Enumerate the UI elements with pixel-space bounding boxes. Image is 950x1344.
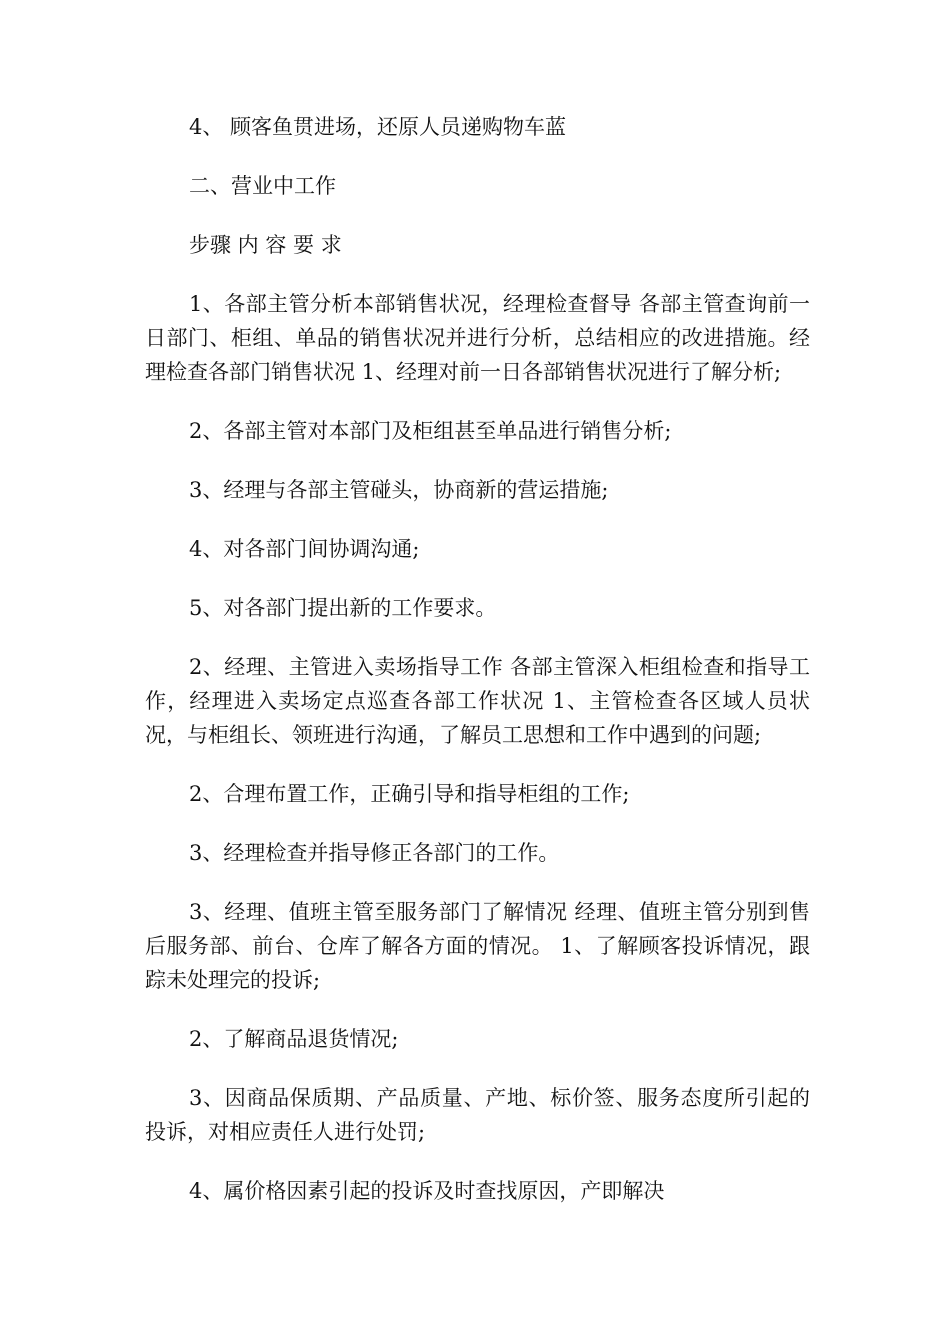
paragraph: 3、经理与各部主管碰头，协商新的营运措施; — [189, 478, 609, 502]
paragraph: 2、经理、主管进入卖场指导工作 各部主管深入柜组检查和指导工作，经理进入卖场定点巡查各部工作状况 1、主管检查各区域人员状况，与柜组长、领班进行沟通，了解员工思想和工作中遇到的问题; — [145, 655, 810, 747]
paragraph: 4、 顾客鱼贯进场，还原人员递购物车蓝 — [189, 115, 567, 139]
paragraph: 3、因商品保质期、产品质量、产地、标价签、服务态度所引起的投诉，对相应责任人进行处罚; — [145, 1086, 810, 1144]
table-header-line: 步骤 内 容 要 求 — [189, 233, 342, 257]
paragraph: 2、各部主管对本部门及柜组甚至单品进行销售分析; — [189, 419, 672, 443]
paragraph: 3、经理、值班主管至服务部门了解情况 经理、值班主管分别到售后服务部、前台、仓库了解各方面的情况。 1、了解顾客投诉情况，跟踪未处理完的投诉; — [145, 900, 810, 992]
paragraph: 2、了解商品退货情况; — [189, 1027, 399, 1051]
paragraph: 3、经理检查并指导修正各部门的工作。 — [189, 841, 560, 865]
document-body — [145, 110, 810, 1233]
section-heading: 二、营业中工作 — [189, 174, 336, 198]
paragraph: 5、对各部门提出新的工作要求。 — [189, 596, 497, 620]
paragraph: 1、各部主管分析本部销售状况，经理检查督导 各部主管查询前一日部门、柜组、单品的销售状况并进行分析，总结相应的改进措施。经理检查各部门销售状况 1、经理对前一日各部销售状况进行了解分析; — [145, 292, 810, 384]
paragraph: 4、对各部门间协调沟通; — [189, 537, 420, 561]
paragraph: 2、合理布置工作，正确引导和指导柜组的工作; — [189, 782, 630, 806]
paragraph: 4、属价格因素引起的投诉及时查找原因，产即解决 — [189, 1179, 665, 1203]
